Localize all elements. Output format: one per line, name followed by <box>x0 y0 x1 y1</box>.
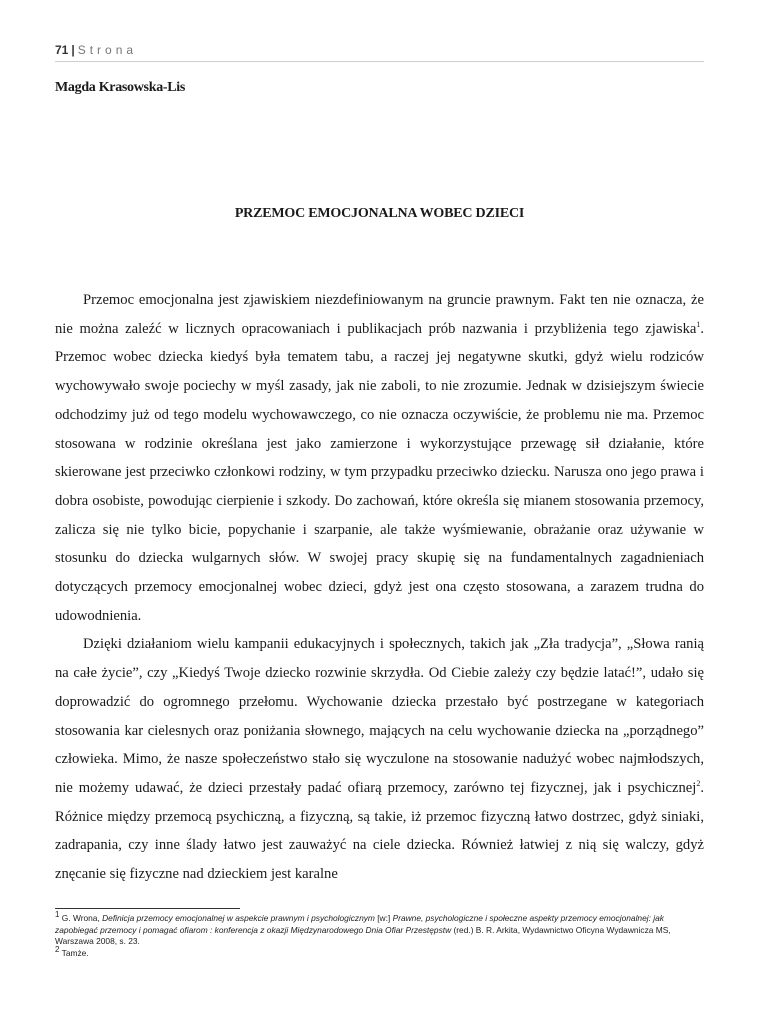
paragraph <box>55 286 704 630</box>
footnote-ref[interactable]: 2 <box>696 779 701 789</box>
header-separator: | <box>71 43 75 57</box>
footnote-italic: Prawne, psychologiczne i społeczne aspekty przemocy emocjonalnej: jak zapobiegać przemocy i pomagać ofiarom : konferencja z okazji Międzynarodowego Dnia Ofiar Przestępstw <box>55 913 664 935</box>
page-word: Strona <box>77 43 138 57</box>
author-name: Magda Krasowska-Lis <box>55 80 186 95</box>
article-title: PRZEMOC EMOCJONALNA WOBEC DZIECI <box>234 206 525 221</box>
footnote <box>55 944 704 960</box>
paragraph-text: . Różnice między przemocą psychiczną, a fizyczną, są takie, iż przemoc fizyczną łatwo dostrzec, gdyż siniaki, zadrapania, czy inne ślady łatwo jest zauważyć na ciele dziecka. Również łatwiej z nią się walczy, gdyż znęcanie się fizyczne nad dzieckiem jest karalne <box>55 779 704 883</box>
paragraph <box>55 630 704 888</box>
page-header <box>55 42 704 58</box>
header-rule <box>55 61 704 62</box>
footnotes <box>55 910 704 959</box>
paragraph-text: Przemoc emocjonalna jest zjawiskiem niezdefiniowanym na gruncie prawnym. Fakt ten nie oznacza, że nie można zaleźć w licznych opracowaniach i publikacjach prób nazwania i przybliżenia tego zjawiska <box>55 292 704 337</box>
footnote-ref[interactable]: 1 <box>696 319 701 329</box>
page-number: 71 <box>55 43 69 57</box>
footnote-text: [w:] <box>374 913 393 923</box>
footnote-number: 1 <box>55 910 60 920</box>
footnote-text: G. Wrona, <box>59 913 103 923</box>
footnote-italic: Definicja przemocy emocjonalnej w aspekcie prawnym i psychologicznym <box>102 913 375 923</box>
article-body <box>55 286 704 889</box>
footnote-number: 2 <box>55 944 60 954</box>
footnote-text: (red.) B. R. Arkita, Wydawnictwo Oficyna Wydawnicza MS, Warszawa 2008, s. 23. <box>55 924 671 947</box>
footnote <box>55 910 704 948</box>
paragraph-text: . Przemoc wobec dziecka kiedyś była tematem tabu, a raczej jej negatywne skutki, gdyż wielu rodziców wychowywało swoje pociechy w myśl zasady, jak nie zaboli, to nie zrozumie. Jednak w dzisiejszym świecie odchodzimy już od tego modelu wychowawczego, co nie oznacza oczywiście, że problemu nie ma. Przemoc stosowana w rodzinie określana jest jako zamierzone i wykorzystujące przewagę sił działanie, które skierowane jest przeciwko członkowi rodziny, w tym przypadku przeciwko dziecku. Narusza ono jego prawa i dobra osobiste, powodując cierpienie i szkody. Do zachowań, które określa się mianem stosowania przemocy, zalicza się nie tylko bicie, popychanie i szarpanie, ale także wyśmiewanie, obrażanie oraz używanie w stosunku do dziecka wulgarnych słów. W swojej pracy skupię się na fundamentalnych zagadnieniach dotyczących przemocy emocjonalnej wobec dzieci, gdyż jest ona często stosowana, a zarazem trudna do udowodnienia. <box>55 320 704 624</box>
footnote-rule <box>55 908 240 909</box>
footnote-text: Tamże. <box>59 947 89 958</box>
paragraph-text: Dzięki działaniom wielu kampanii edukacyjnych i społecznych, takich jak „Zła tradycja”, „Słowa ranią na całe życie”, czy „Kiedyś Twoje dziecko rozwinie skrzydła. Od Ciebie zależy czy będzie latać!”, udało się doprowadzić do ogromnego przełomu. Wychowanie dziecka przestało być postrzegane w kategoriach stosowania kar cielesnych oraz poniżania słownego, mających na celu wychowanie dziecka na „porządnego” człowieka. Mimo, że nasze społeczeństwo stało się wyczulone na stosowanie nadużyć wobec najmłodszych, nie możemy udawać, że dzieci przestały padać ofiarą przemocy, zarówno tej fizycznej, jak i psychicznej <box>55 636 704 796</box>
